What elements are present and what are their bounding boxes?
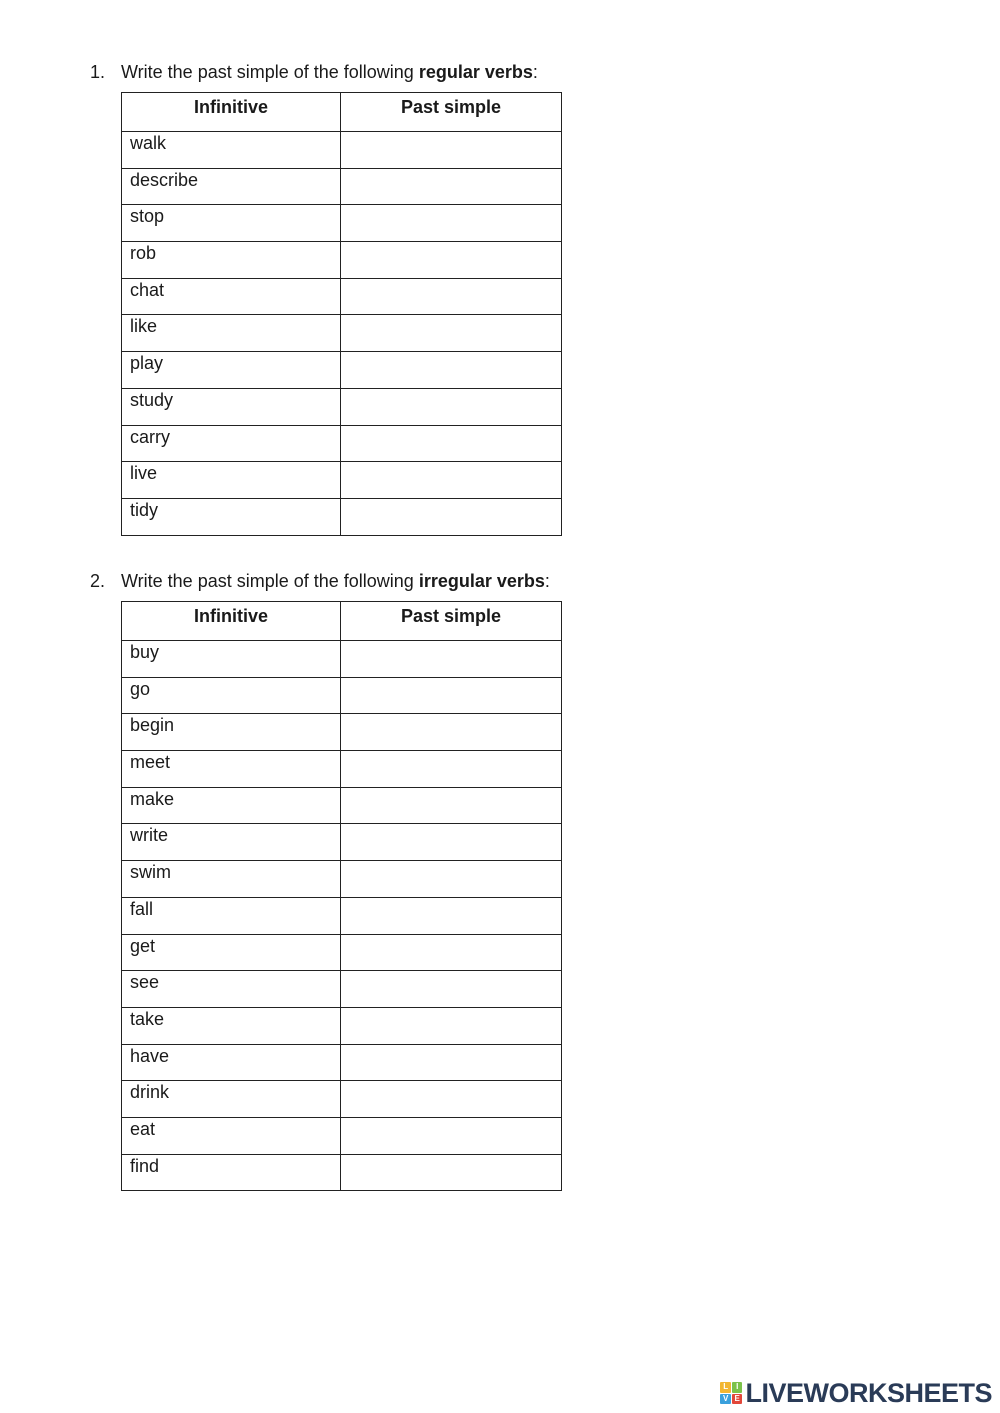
- logo-letter-i: I: [732, 1382, 743, 1393]
- infinitive-cell: drink: [122, 1081, 341, 1118]
- infinitive-cell: write: [122, 824, 341, 861]
- infinitive-cell: like: [122, 315, 341, 352]
- infinitive-cell: chat: [122, 278, 341, 315]
- exercise-1: [0, 58, 1000, 520]
- brand-wordmark: LIVEWORKSHEETS: [745, 1378, 992, 1408]
- table-row: [122, 934, 562, 971]
- exercise-2: [0, 567, 1000, 1176]
- table-row: [122, 897, 562, 934]
- past-simple-answer-field[interactable]: [341, 677, 562, 714]
- past-simple-answer-field[interactable]: [341, 352, 562, 389]
- table-body: [122, 132, 562, 536]
- instruction-bold: regular verbs: [418, 62, 533, 82]
- instruction-suffix: :: [532, 62, 538, 82]
- table-row: [122, 388, 562, 425]
- infinitive-cell: see: [122, 971, 341, 1008]
- instruction-prefix: Write the past simple of the following: [121, 62, 419, 82]
- past-simple-answer-field[interactable]: [341, 388, 562, 425]
- infinitive-cell: take: [122, 1007, 341, 1044]
- header-past-simple: Past simple: [341, 602, 562, 641]
- infinitive-cell: get: [122, 934, 341, 971]
- infinitive-cell: walk: [122, 132, 341, 169]
- past-simple-answer-field[interactable]: [341, 1081, 562, 1118]
- table-row: [122, 278, 562, 315]
- header-infinitive: Infinitive: [122, 93, 341, 132]
- table-row: [122, 971, 562, 1008]
- table-row: [122, 787, 562, 824]
- past-simple-answer-field[interactable]: [341, 132, 562, 169]
- table-row: [122, 132, 562, 169]
- past-simple-answer-field[interactable]: [341, 278, 562, 315]
- logo-letter-l: L: [720, 1382, 731, 1393]
- table-header-row: [122, 93, 562, 132]
- infinitive-cell: describe: [122, 168, 341, 205]
- infinitive-cell: have: [122, 1044, 341, 1081]
- past-simple-answer-field[interactable]: [341, 498, 562, 535]
- table-row: [122, 498, 562, 535]
- logo-letter-e: E: [732, 1394, 743, 1405]
- past-simple-answer-field[interactable]: [341, 934, 562, 971]
- infinitive-cell: study: [122, 388, 341, 425]
- past-simple-answer-field[interactable]: [341, 1117, 562, 1154]
- infinitive-cell: stop: [122, 205, 341, 242]
- table-body: [122, 641, 562, 1191]
- past-simple-answer-field[interactable]: [341, 971, 562, 1008]
- exercise-number: 1.: [90, 62, 106, 82]
- instruction-bold: irregular verbs: [418, 571, 545, 591]
- table-header-row: [122, 602, 562, 641]
- table-row: [122, 751, 562, 788]
- past-simple-answer-field[interactable]: [341, 641, 562, 678]
- table-row: [122, 1154, 562, 1191]
- infinitive-cell: fall: [122, 897, 341, 934]
- table-row: [122, 1044, 562, 1081]
- past-simple-answer-field[interactable]: [341, 205, 562, 242]
- infinitive-cell: tidy: [122, 498, 341, 535]
- exercise-instruction: [0, 58, 1000, 86]
- past-simple-answer-field[interactable]: [341, 425, 562, 462]
- infinitive-cell: make: [122, 787, 341, 824]
- table-row: [122, 1117, 562, 1154]
- infinitive-cell: rob: [122, 242, 341, 279]
- header-infinitive: Infinitive: [122, 602, 341, 641]
- table-row: [122, 677, 562, 714]
- table-row: [122, 861, 562, 898]
- past-simple-answer-field[interactable]: [341, 168, 562, 205]
- infinitive-cell: live: [122, 462, 341, 499]
- table-row: [122, 641, 562, 678]
- table-row: [122, 315, 562, 352]
- table-row: [122, 1081, 562, 1118]
- table-row: [122, 462, 562, 499]
- irregular-verbs-table: [121, 601, 562, 1191]
- infinitive-cell: go: [122, 677, 341, 714]
- past-simple-answer-field[interactable]: [341, 824, 562, 861]
- exercise-number: 2.: [90, 571, 106, 591]
- table-row: [122, 425, 562, 462]
- regular-verbs-table: [121, 92, 562, 536]
- past-simple-answer-field[interactable]: [341, 861, 562, 898]
- liveworksheets-logo-icon: [720, 1382, 742, 1404]
- past-simple-answer-field[interactable]: [341, 787, 562, 824]
- past-simple-answer-field[interactable]: [341, 315, 562, 352]
- header-past-simple: Past simple: [341, 93, 562, 132]
- infinitive-cell: meet: [122, 751, 341, 788]
- instruction-text: [121, 567, 550, 595]
- table-row: [122, 242, 562, 279]
- past-simple-answer-field[interactable]: [341, 462, 562, 499]
- instruction-suffix: :: [544, 571, 550, 591]
- past-simple-answer-field[interactable]: [341, 1044, 562, 1081]
- instruction-prefix: Write the past simple of the following: [121, 571, 419, 591]
- table-row: [122, 824, 562, 861]
- table-row: [122, 168, 562, 205]
- table-row: [122, 205, 562, 242]
- infinitive-cell: swim: [122, 861, 341, 898]
- past-simple-answer-field[interactable]: [341, 751, 562, 788]
- table-row: [122, 714, 562, 751]
- past-simple-answer-field[interactable]: [341, 897, 562, 934]
- infinitive-cell: eat: [122, 1117, 341, 1154]
- liveworksheets-brand: [720, 1379, 992, 1407]
- infinitive-cell: play: [122, 352, 341, 389]
- past-simple-answer-field[interactable]: [341, 714, 562, 751]
- infinitive-cell: begin: [122, 714, 341, 751]
- table-row: [122, 1007, 562, 1044]
- past-simple-answer-field[interactable]: [341, 242, 562, 279]
- infinitive-cell: find: [122, 1154, 341, 1191]
- infinitive-cell: buy: [122, 641, 341, 678]
- logo-letter-v: V: [720, 1394, 731, 1405]
- past-simple-answer-field[interactable]: [341, 1154, 562, 1191]
- instruction-text: [121, 58, 538, 86]
- table-row: [122, 352, 562, 389]
- infinitive-cell: carry: [122, 425, 341, 462]
- exercise-instruction: [0, 567, 1000, 595]
- past-simple-answer-field[interactable]: [341, 1007, 562, 1044]
